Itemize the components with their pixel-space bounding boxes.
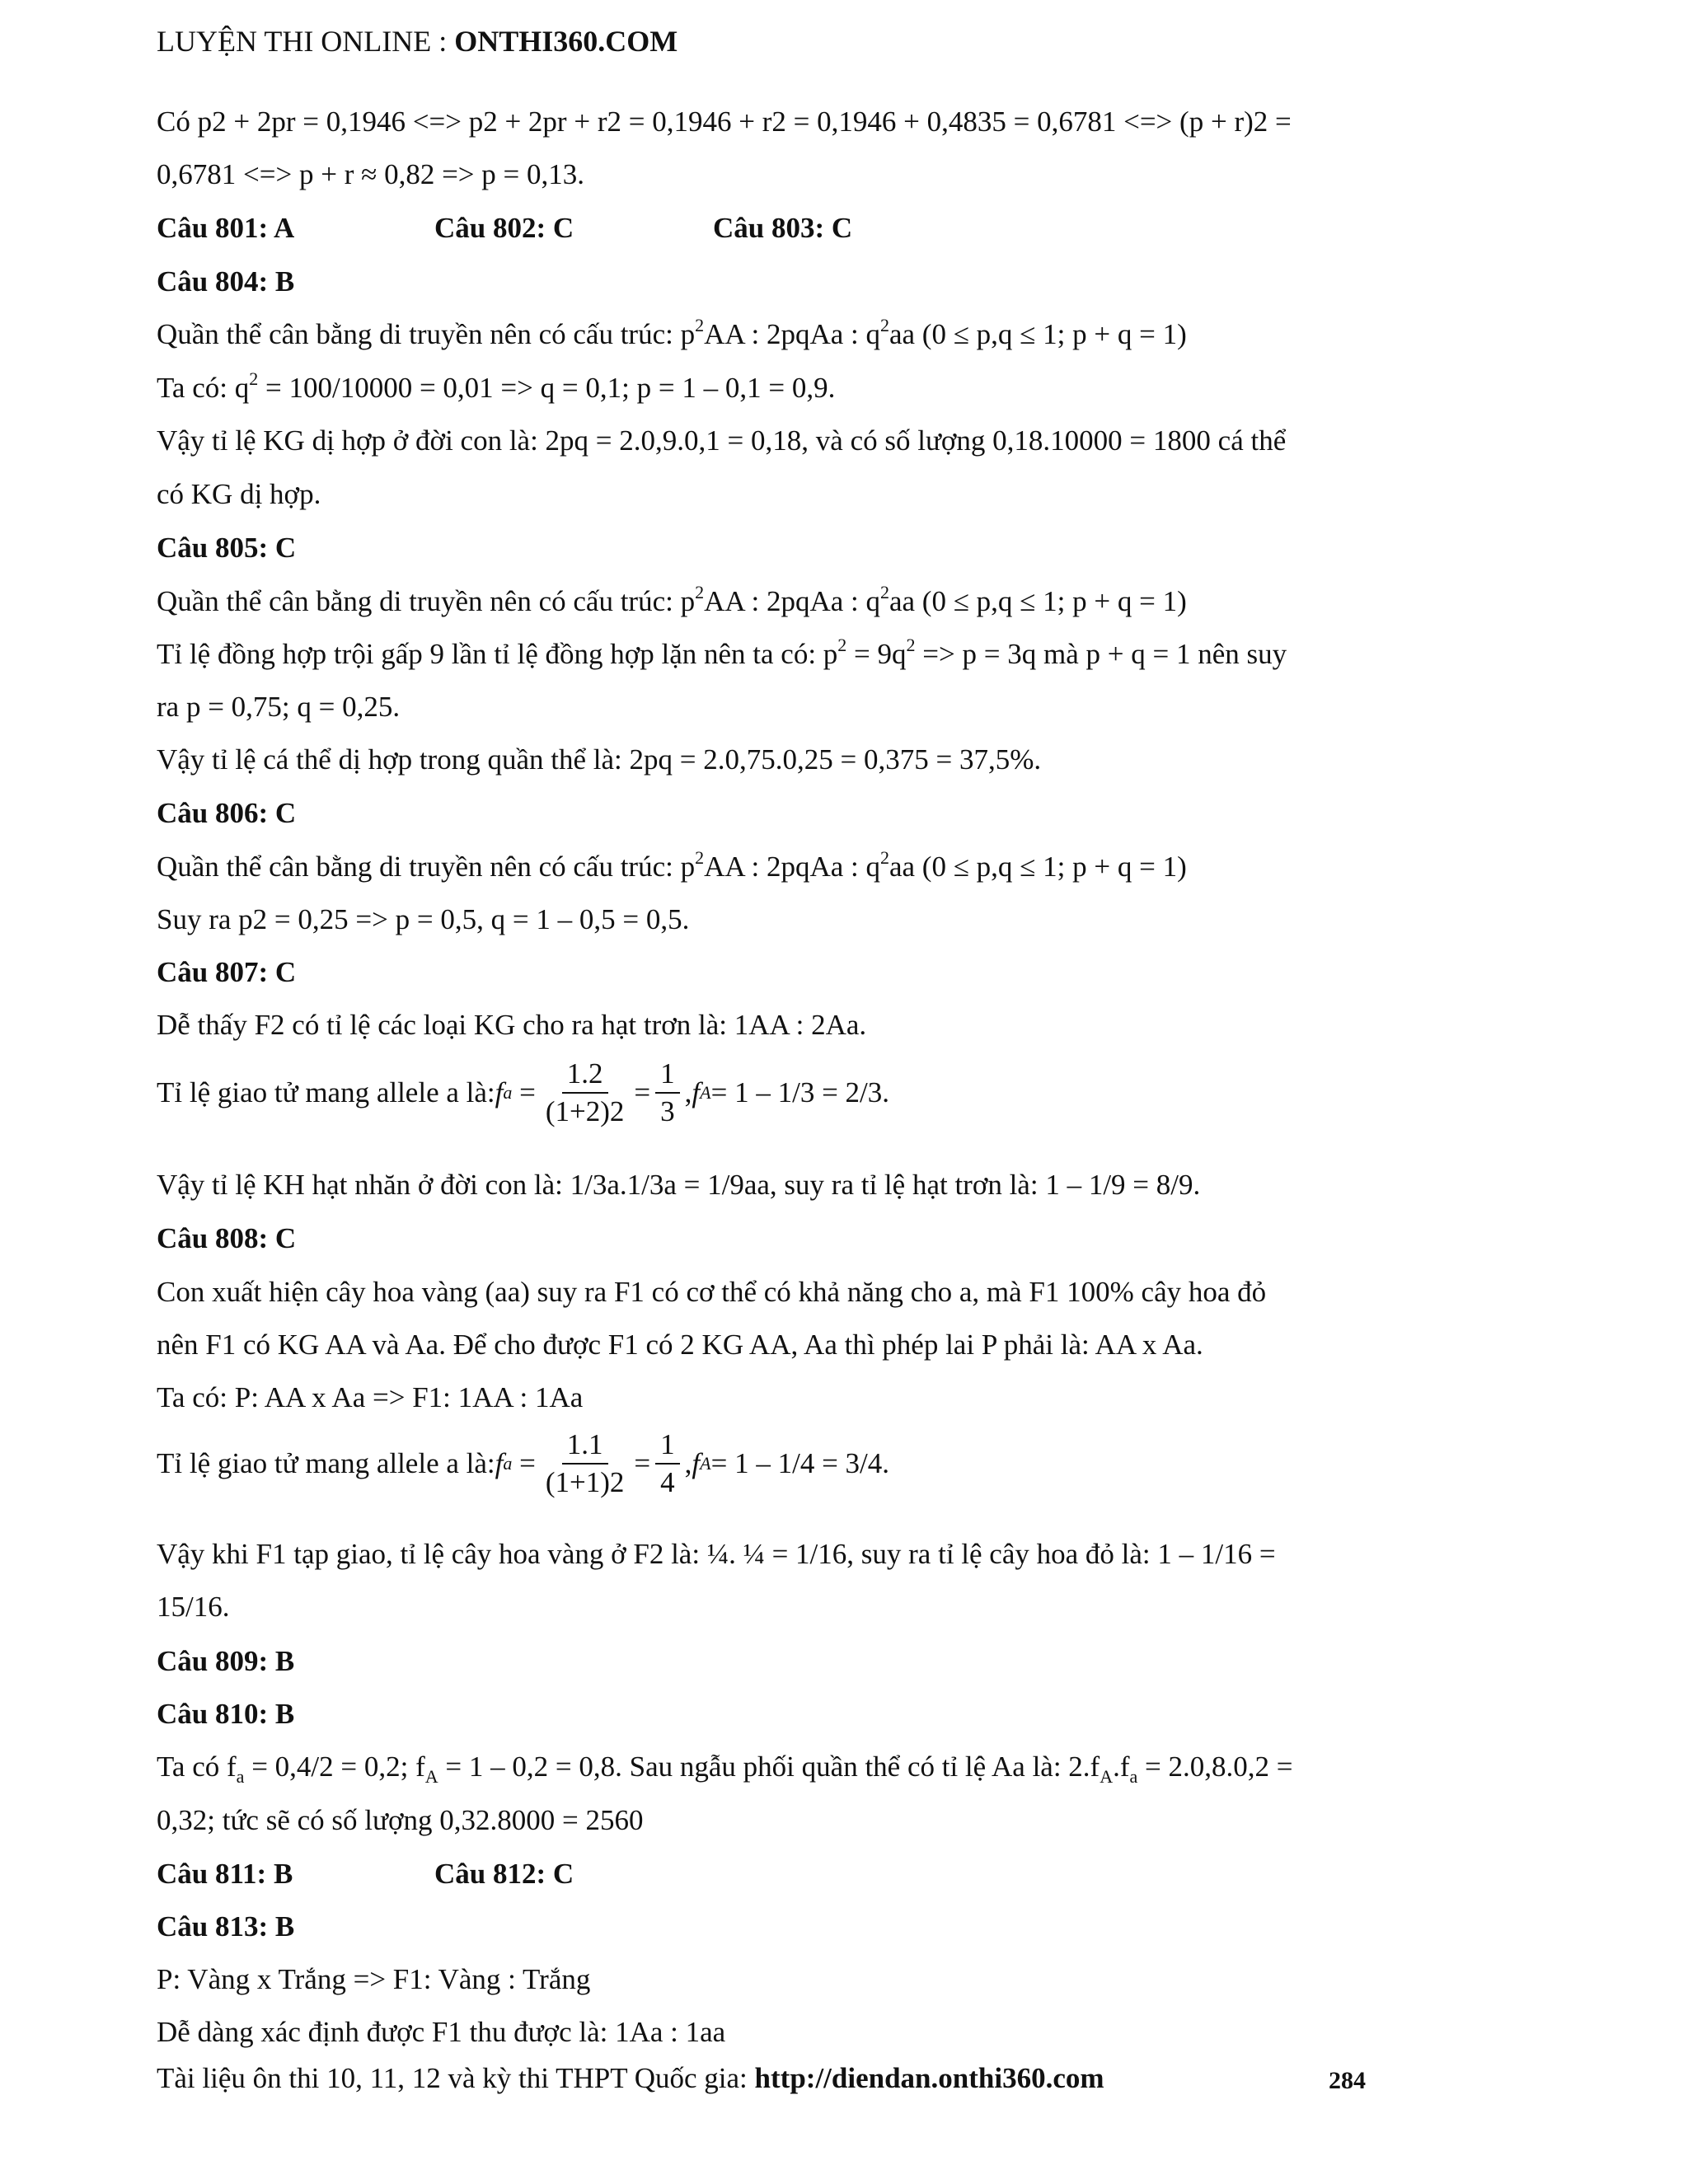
answer-807: Câu 807: C (157, 956, 297, 988)
text-line: Suy ra p2 = 0,25 => p = 0,5, q = 1 – 0,5 = 0,5. (157, 903, 690, 935)
text-line: Quần thể cân bằng di truyền nên có cấu trúc: $p^2AA$ : 2pqAa : $q^2aa$ (0 ≤ p,q ≤ 1; p + q = 1) (157, 582, 1187, 617)
text-line: 0,32; tức sẽ có số lượng 0,32.8000 = 2560 (157, 1804, 644, 1836)
answer-809: Câu 809: B (157, 1645, 295, 1677)
text-line: Vậy tỉ lệ cá thể dị hợp trong quần thể là: 2pq = 2.0,75.0,25 = 0,375 = 37,5%. (157, 743, 1042, 776)
text-line: 15/16. (157, 1591, 230, 1623)
text-line: Dễ dàng xác định được F1 thu được là: 1Aa : 1aa (157, 2016, 726, 2048)
fraction: $\frac{1}{3}$ (655, 1057, 680, 1128)
text-line: Vậy tỉ lệ KG dị hợp ở đời con là: 2pq = 2.0,9.0,1 = 0,18, và có số lượng 0,18.10000 = 1800 cá thể (157, 424, 1287, 457)
formula-808: Tỉ lệ giao tử mang allele a là: f a = $\frac{1.1}{(1+1)2}$ = $\frac{1}{4}$ , f A = 1 – 1/4 = 3/4. (157, 1428, 890, 1498)
text-line: ra p = 0,75; q = 0,25. (157, 691, 401, 723)
text-line: nên F1 có KG AA và Aa. Để cho được F1 có 2 KG AA, Aa thì phép lai P phải là: AA x Aa. (157, 1329, 1203, 1361)
text-line: P: Vàng x Trắng => F1: Vàng : Trắng (157, 1963, 591, 1995)
answer-813: Câu 813: B (157, 1910, 295, 1943)
text-line: Có p2 + 2pr = 0,1946 <=> p2 + 2pr + r2 = 0,1946 + r2 = 0,1946 + 0,4835 = 0,6781 <=> (p + r)2 = (157, 105, 1292, 138)
text-line: có KG dị hợp. (157, 478, 321, 510)
answer-804: Câu 804: B (157, 265, 295, 298)
fraction: $\frac{1}{4}$ (655, 1428, 680, 1499)
text-line: Tỉ lệ đồng hợp trội gấp 9 lần tỉ lệ đồng hợp lặn nên ta có: $p^2 = 9q^2 => p = 3q$ mà p + q = 1 nên suy (157, 635, 1287, 670)
footer-text: Tài liệu ôn thi 10, 11, 12 và kỳ thi THPT Quốc gia: (157, 2062, 755, 2094)
answer-801: Câu 801: A (157, 212, 295, 244)
answer-802: Câu 802: C (434, 212, 574, 244)
fraction: $\frac{1.1}{(1+1)2}$ (545, 1428, 625, 1498)
answer-806: Câu 806: C (157, 797, 297, 829)
text-line: 0,6781 <=> p + r ≈ 0,82 => p = 0,13. (157, 158, 585, 190)
page-footer (157, 2060, 1104, 2097)
answer-808: Câu 808: C (157, 1222, 297, 1254)
text-line: Quần thể cân bằng di truyền nên có cấu trúc: $p^2AA$ : 2pqAa : $q^2aa$ (0 ≤ p,q ≤ 1; p + q = 1) (157, 847, 1187, 883)
footer-link[interactable]: http://diendan.onthi360.com (754, 2062, 1104, 2094)
text-line: Dễ thấy F2 có tỉ lệ các loại KG cho ra hạt trơn là: 1AA : 2Aa. (157, 1009, 867, 1041)
answer-812: Câu 812: C (434, 1858, 574, 1890)
text-line: Ta có $f_a = 0,4/2 = 0,2$; $f_A = 1 - 0,2 = 0,8$. Sau ngẫu phối quần thể có tỉ lệ Aa là: $2.f_A.f_a = 2.0,8.0,2$ = (157, 1750, 1293, 1787)
fraction: $\frac{1.2}{(1+2)2}$ (545, 1057, 625, 1127)
answer-805: Câu 805: C (157, 532, 297, 564)
formula-807: Tỉ lệ giao tử mang allele a là: f a = $\frac{1.2}{(1+2)2}$ = $\frac{1}{3}$ , f A = 1 – 1/3 = 2/3. (157, 1057, 890, 1127)
answer-803: Câu 803: C (713, 212, 853, 244)
text-line: Vậy tỉ lệ KH hạt nhăn ở đời con là: 1/3a.1/3a = 1/9aa, suy ra tỉ lệ hạt trơn là: 1 – 1/9 = 8/9. (157, 1169, 1201, 1201)
header-prefix: LUYỆN THI ONLINE : (157, 25, 455, 58)
text-line: Quần thể cân bằng di truyền nên có cấu trúc: $p^2AA$ : 2pqAa : $q^2aa$ (0 ≤ p,q ≤ 1; p + q = 1) (157, 315, 1187, 350)
header-site: ONTHI360.COM (454, 25, 678, 58)
text-line: Vậy khi F1 tạp giao, tỉ lệ cây hoa vàng ở F2 là: ¼. ¼ = 1/16, suy ra tỉ lệ cây hoa đỏ là: 1 – 1/16 = (157, 1538, 1276, 1570)
text-line: Ta có: P: AA x Aa => F1: 1AA : 1Aa (157, 1381, 584, 1413)
text-line: Con xuất hiện cây hoa vàng (aa) suy ra F1 có cơ thể có khả năng cho a, mà F1 100% cây hoa đỏ (157, 1276, 1267, 1308)
text-line: Ta có: $q^2 = 100/10000 = 0,01 => q = 0,1$; p = 1 – 0,1 = 0,9. (157, 368, 836, 404)
page-header (157, 23, 678, 59)
page-number: 284 (1329, 2067, 1366, 2094)
answer-810: Câu 810: B (157, 1698, 295, 1730)
answer-811: Câu 811: B (157, 1858, 293, 1890)
